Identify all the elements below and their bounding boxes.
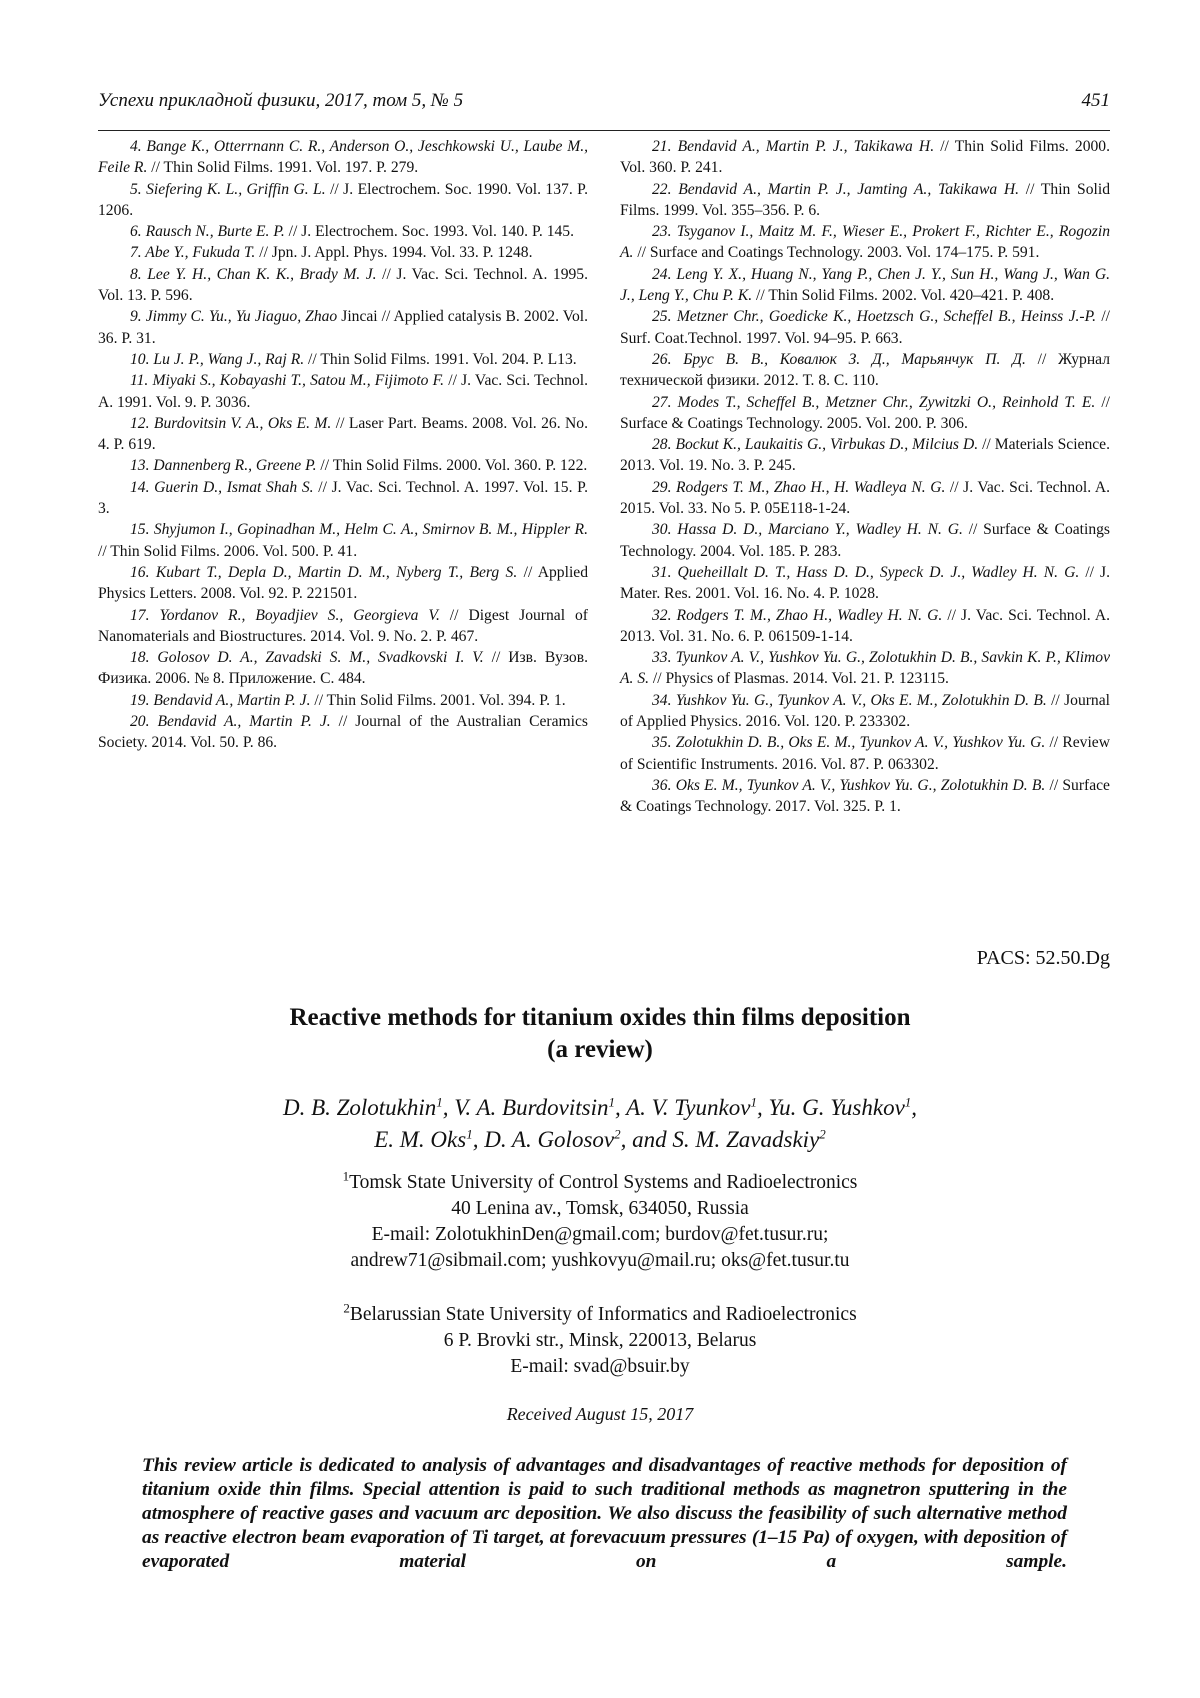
reference-item <box>98 647 588 690</box>
reference-item <box>98 370 588 413</box>
reference-authors: 16. Kubart T., Depla D., Martin D. M., Nyberg T., Berg S. <box>130 563 518 581</box>
reference-source: // Surface & Coatings Technology. 2017. Vol. 325. P. 1. <box>620 776 1110 816</box>
reference-item <box>98 136 588 179</box>
reference-source: // Thin Solid Films. 2006. Vol. 500. P. 41. <box>98 542 358 560</box>
reference-source: // Surface & Coatings Technology. 2005. Vol. 200. P. 306. <box>620 393 1110 432</box>
reference-item <box>98 349 588 370</box>
reference-authors: 10. Lu J. P., Wang J., Raj R. <box>130 350 305 368</box>
reference-item <box>98 455 588 476</box>
reference-item <box>620 732 1110 775</box>
reference-authors: 20. Bendavid A., Martin P. J. <box>130 713 331 731</box>
reference-authors: 36. Oks E. M., Tyunkov A. V., Yushkov Yu. G., Zolotukhin D. B. <box>652 776 1046 794</box>
reference-source: // Thin Solid Films. 2001. Vol. 394. P. 1. <box>310 691 566 709</box>
affiliation-1-email-line-2: andrew71@sibmail.com; yushkovyu@mail.ru; oks@fet.tusur.tu <box>350 1250 850 1271</box>
author-affiliation-mark: 1 <box>608 1094 615 1110</box>
affiliation-2-email: E-mail: svad@bsuir.by <box>510 1356 690 1377</box>
reference-authors: 14. Guerin D., Ismat Shah S. <box>130 478 314 496</box>
author-separator: , <box>472 1127 485 1152</box>
author-affiliation-mark: 1 <box>466 1126 473 1142</box>
reference-source: // Thin Solid Films. 2000. Vol. 360. P. 241. <box>620 138 1110 177</box>
reference-source: // J. Mater. Res. 2001. Vol. 16. No. 4. P. 1028. <box>620 563 1110 603</box>
reference-item <box>620 605 1110 648</box>
reference-authors: 18. Golosov D. A., Zavadski S. M., Svadkovski I. V. <box>130 649 484 667</box>
running-header <box>98 90 1110 131</box>
reference-source: // J. Vac. Sci. Technol. A. 2015. Vol. 33. No 5. P. 05E118-1-24. <box>620 478 1110 518</box>
references-left-column <box>98 136 588 754</box>
reference-item <box>620 477 1110 520</box>
reference-item <box>98 690 588 711</box>
author-affiliation-mark: 2 <box>614 1126 621 1142</box>
reference-authors: 15. Shyjumon I., Gopinadhan M., Helm C. A., Smirnov B. M., Hippler R. <box>130 521 588 539</box>
reference-item <box>98 179 588 222</box>
author-separator: , <box>756 1095 769 1120</box>
reference-item <box>620 179 1110 222</box>
reference-source: // J. Vac. Sci. Technol. A. 1995. Vol. 13. P. 596. <box>98 265 588 305</box>
affiliation-1-name <box>150 1170 1050 1196</box>
reference-source: // Journal of Applied Physics. 2016. Vol. 120. P. 233302. <box>620 691 1110 731</box>
reference-item <box>620 647 1110 690</box>
reference-source: // J. Vac. Sci. Technol. A. 1997. Vol. 15. P. 3. <box>98 478 588 518</box>
reference-authors: 9. Jimmy C. Yu., Yu Jiaguo, Zhao <box>130 308 338 326</box>
reference-authors: 34. Yushkov Yu. G., Tyunkov A. V., Oks E. M., Zolotukhin D. B. <box>652 691 1047 709</box>
reference-item <box>98 264 588 307</box>
reference-item <box>98 221 588 242</box>
affiliation-2-address: 6 P. Brovki str., Minsk, 220013, Belarus <box>443 1330 757 1351</box>
reference-authors: 31. Queheillalt D. T., Hass D. D., Sypeck D. J., Wadley H. N. G. <box>652 563 1080 581</box>
reference-source: // Digest Journal of Nanomaterials and Biostructures. 2014. Vol. 9. No. 2. P. 467. <box>98 606 588 645</box>
reference-authors: 21. Bendavid A., Martin P. J., Takikawa H. <box>652 138 935 155</box>
author-affiliation-mark: 1 <box>750 1094 757 1110</box>
author-separator: , <box>911 1095 918 1120</box>
affiliation-1-address: 40 Lenina av., Tomsk, 634050, Russia <box>451 1198 749 1219</box>
article-title <box>150 1002 1050 1066</box>
affiliation-1 <box>150 1170 1050 1274</box>
reference-item <box>98 519 588 562</box>
reference-item <box>620 434 1110 477</box>
reference-item <box>620 349 1110 392</box>
abstract: This review article is dedicated to analysis of advantages and disadvantages of reactive methods for deposition of titanium oxide thin films. Special attention is paid to such traditional methods as magnetron sputtering in the atmosphere of reactive gases and vacuum arc deposition. We also discuss the feasibility of such alternative method as reactive electron beam evaporation of Ti target, at forevacuum pressures (1–15 Pa) of oxygen, with deposition of evaporated material on a sample. <box>142 1455 1067 1572</box>
reference-item <box>620 690 1110 733</box>
reference-source: // Journal of the Australian Ceramics Society. 2014. Vol. 50. P. 86. <box>98 713 588 752</box>
reference-item <box>620 519 1110 562</box>
reference-item <box>98 477 588 520</box>
author-affiliation-mark: 2 <box>819 1126 826 1142</box>
reference-authors: 35. Zolotukhin D. B., Oks E. M., Tyunkov A. V., Yushkov Yu. G. <box>652 734 1046 752</box>
reference-source: // Review of Scientific Instruments. 2016. Vol. 87. P. 063302. <box>620 734 1110 773</box>
reference-source: // Thin Solid Films. 1991. Vol. 197. P. 279. <box>147 159 419 177</box>
author-affiliation-mark: 1 <box>904 1094 912 1110</box>
author-name: V. A. Burdovitsin <box>454 1095 609 1120</box>
references-right-column <box>620 136 1110 818</box>
reference-source: // Materials Science. 2013. Vol. 19. No. 3. P. 245. <box>620 436 1110 475</box>
author-line-2 <box>150 1124 1050 1156</box>
affiliation-1-institution: Tomsk State University of Control Systems and Radioelectronics <box>349 1172 858 1193</box>
reference-authors: 13. Dannenberg R., Greene P. <box>130 457 317 475</box>
reference-source: // Physics of Plasmas. 2014. Vol. 21. P. 123115. <box>649 670 949 688</box>
reference-authors: 17. Yordanov R., Boyadjiev S., Georgieva V. <box>130 606 440 624</box>
reference-authors: 29. Rodgers T. M., Zhao H., H. Wadleya N. G. <box>652 478 946 496</box>
reference-authors: 32. Rodgers T. M., Zhao H., Wadley H. N. G. <box>652 606 943 624</box>
affiliation-2 <box>150 1302 1050 1380</box>
reference-item <box>98 605 588 648</box>
author-separator: , <box>442 1095 455 1120</box>
author-list <box>150 1092 1050 1156</box>
reference-authors: 24. Leng Y. X., Huang N., Yang P., Chen J. Y., Sun H., Wang J., Wan G. J., Leng Y., Chu P. K. <box>620 265 1110 305</box>
reference-item <box>98 242 588 263</box>
reference-source: // Surface and Coatings Technology. 2003. Vol. 174–175. P. 591. <box>633 244 1040 262</box>
reference-source: // Изв. Вузов. Физика. 2006. № 8. Приложение. С. 484. <box>98 649 588 688</box>
article-title-line-1: Reactive methods for titanium oxides thin films deposition <box>289 1004 911 1031</box>
reference-item <box>620 264 1110 307</box>
received-date: Received August 15, 2017 <box>506 1404 694 1424</box>
reference-item <box>98 306 588 349</box>
author-separator: , and <box>620 1127 673 1152</box>
reference-authors: 28. Bockut K., Laukaitis G., Virbukas D., Milcius D. <box>652 436 979 454</box>
reference-authors: 27. Modes T., Scheffel B., Metzner Chr., Zywitzki O., Reinhold T. E. <box>652 393 1096 411</box>
reference-authors: 19. Bendavid A., Martin P. J. <box>130 691 311 709</box>
author-name: E. M. Oks <box>374 1127 467 1152</box>
affiliation-2-name <box>150 1302 1050 1328</box>
author-name: D. B. Zolotukhin <box>282 1095 437 1120</box>
reference-source: // Jpn. J. Appl. Phys. 1994. Vol. 33. P. 1248. <box>255 244 533 262</box>
reference-authors: 30. Hassa D. D., Marciano Y., Wadley H. N. G. <box>652 521 963 539</box>
author-line-1 <box>150 1092 1050 1124</box>
reference-item <box>620 221 1110 264</box>
reference-authors: 4. Bange K., Otterrnann C. R., Anderson O., Jeschkowski U., Laube M., Feile R. <box>98 138 588 177</box>
author-separator: , <box>615 1095 627 1120</box>
affiliation-2-mark: 2 <box>343 1300 350 1316</box>
reference-item <box>98 711 588 754</box>
pacs-code: PACS: 52.50.Dg <box>976 947 1110 969</box>
reference-item <box>620 562 1110 605</box>
author-name: Yu. G. Yushkov <box>768 1095 905 1120</box>
reference-authors: 22. Bendavid A., Martin P. J., Jamting A., Takikawa H. <box>652 180 1020 198</box>
reference-source: // Thin Solid Films. 1991. Vol. 204. P. L13. <box>304 350 577 368</box>
article-title-line-2: (a review) <box>547 1036 653 1063</box>
reference-authors: 5. Siefering K. L., Griffin G. L. <box>130 180 326 198</box>
reference-source: // J. Vac. Sci. Technol. A. 2013. Vol. 31. No. 6. P. 061509-1-14. <box>620 606 1110 645</box>
reference-item <box>98 562 588 605</box>
reference-source: // J. Electrochem. Soc. 1990. Vol. 137. P. 1206. <box>98 180 589 219</box>
reference-source: // Thin Solid Films. 2000. Vol. 360. P. 122. <box>316 457 588 475</box>
reference-authors: 33. Tyunkov A. V., Yushkov Yu. G., Zolotukhin D. B., Savkin K. P., Klimov A. S. <box>620 649 1110 688</box>
reference-authors: 23. Tsyganov I., Maitz M. F., Wieser E., Prokert F., Richter E., Rogozin A. <box>620 223 1110 262</box>
reference-source: // J. Vac. Sci. Technol. A. 1991. Vol. 9. P. 3036. <box>98 372 588 411</box>
reference-item <box>620 392 1110 435</box>
reference-source: // Журнал технической физики. 2012. Т. 8. С. 110. <box>620 350 1111 390</box>
reference-source: // J. Electrochem. Soc. 1993. Vol. 140. P. 145. <box>284 223 574 241</box>
reference-authors: 7. Abe Y., Fukuda T. <box>130 244 256 262</box>
author-affiliation-mark: 1 <box>436 1094 443 1110</box>
reference-source: // Applied Physics Letters. 2008. Vol. 92. P. 221501. <box>98 563 588 603</box>
reference-source: // Surface & Coatings Technology. 2004. Vol. 185. P. 283. <box>620 521 1110 560</box>
author-name: D. A. Golosov <box>484 1127 615 1152</box>
affiliation-1-email-line-1: E-mail: ZolotukhinDen@gmail.com; burdov@fet.tusur.ru; <box>371 1224 829 1245</box>
reference-item <box>620 306 1110 349</box>
reference-source: // Surf. Coat.Technol. 1997. Vol. 94–95. P. 663. <box>620 308 1110 347</box>
reference-item <box>620 136 1110 179</box>
reference-authors: 6. Rausch N., Burte E. P. <box>130 223 285 241</box>
reference-source: // Laser Part. Beams. 2008. Vol. 26. No. 4. P. 619. <box>98 414 589 454</box>
affiliation-1-mark: 1 <box>342 1168 350 1184</box>
reference-source: Jincai // Applied catalysis B. 2002. Vol. 36. P. 31. <box>98 308 589 347</box>
reference-source: // Thin Solid Films. 1999. Vol. 355–356. P. 6. <box>620 180 1110 219</box>
journal-title: Успехи прикладной физики, 2017, том 5, № 5 <box>98 90 464 111</box>
author-name: S. M. Zavadskiy <box>672 1127 820 1152</box>
reference-authors: 11. Miyaki S., Kobayashi T., Satou M., Fijimoto F. <box>130 372 445 390</box>
reference-source: // Thin Solid Films. 2002. Vol. 420–421. P. 408. <box>752 287 1055 305</box>
reference-authors: 8. Lee Y. H., Chan K. K., Brady M. J. <box>130 265 377 283</box>
reference-authors: 26. Брус В. В., Ковалюк З. Д., Марьянчук П. Д. <box>652 350 1026 368</box>
reference-item <box>620 775 1110 818</box>
author-name: A. V. Tyunkov <box>626 1095 751 1120</box>
reference-item <box>98 413 588 456</box>
page-number: 451 <box>1081 90 1110 111</box>
reference-authors: 25. Metzner Chr., Goedicke K., Hoetzsch G., Scheffel B., Heinss J.-P. <box>652 308 1096 326</box>
affiliation-2-institution: Belarussian State University of Informatics and Radioelectronics <box>349 1304 857 1325</box>
reference-authors: 12. Burdovitsin V. A., Oks E. M. <box>130 414 332 432</box>
